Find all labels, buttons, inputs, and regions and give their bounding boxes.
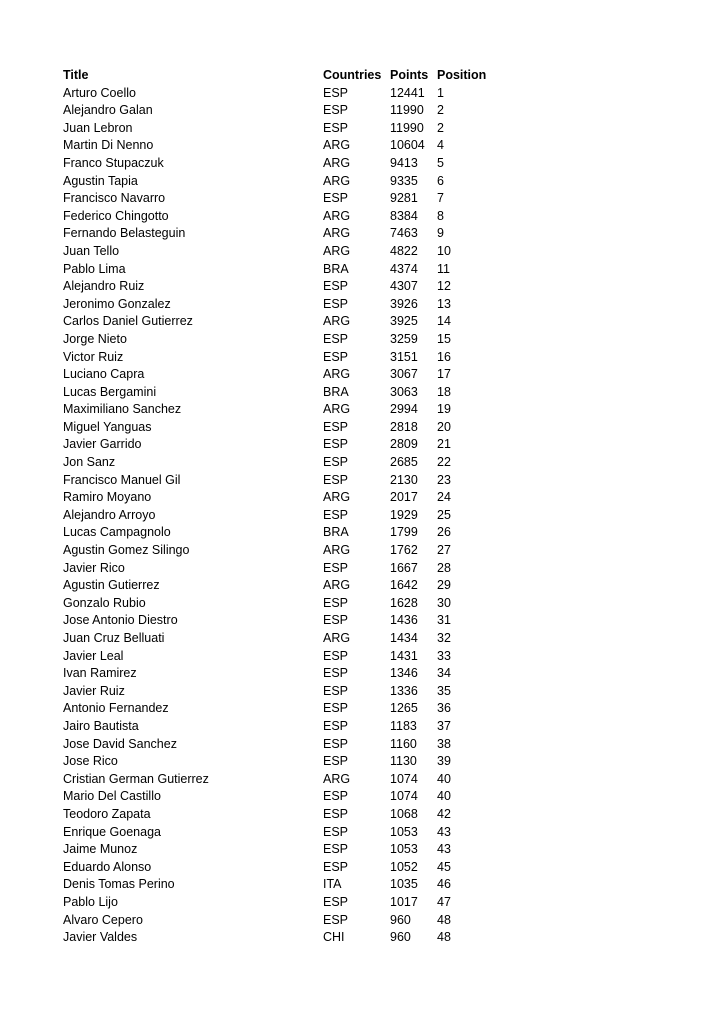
cell-country: ESP bbox=[323, 666, 349, 681]
cell-title: Mario Del Castillo bbox=[63, 789, 161, 804]
cell-position: 21 bbox=[437, 437, 451, 452]
cell-points: 9335 bbox=[390, 173, 418, 188]
cell-title: Javier Rico bbox=[63, 560, 125, 575]
cell-position: 25 bbox=[437, 507, 451, 522]
cell-title: Javier Valdes bbox=[63, 930, 138, 945]
cell-points: 1799 bbox=[390, 525, 418, 540]
cell-points: 4374 bbox=[390, 261, 418, 276]
cell-points: 11990 bbox=[390, 103, 424, 118]
table-row bbox=[63, 648, 513, 666]
table-row bbox=[63, 824, 513, 842]
cell-points: 1074 bbox=[390, 771, 418, 786]
cell-country: ARG bbox=[323, 771, 351, 786]
cell-title: Arturo Coello bbox=[63, 85, 136, 100]
cell-points: 3926 bbox=[390, 296, 418, 311]
cell-points: 1265 bbox=[390, 701, 418, 716]
table-row bbox=[63, 700, 513, 718]
cell-title: Gonzalo Rubio bbox=[63, 595, 146, 610]
cell-position: 26 bbox=[437, 525, 451, 540]
cell-position: 37 bbox=[437, 718, 451, 733]
cell-country: ARG bbox=[323, 402, 351, 417]
cell-country: ESP bbox=[323, 894, 349, 909]
table-row bbox=[63, 243, 513, 261]
table-row bbox=[63, 349, 513, 367]
table-row bbox=[63, 859, 513, 877]
cell-country: ESP bbox=[323, 701, 349, 716]
cell-points: 2130 bbox=[390, 472, 418, 487]
table-row bbox=[63, 155, 513, 173]
cell-position: 39 bbox=[437, 754, 451, 769]
cell-country: ESP bbox=[323, 683, 349, 698]
cell-position: 10 bbox=[437, 243, 451, 258]
cell-title: Javier Leal bbox=[63, 648, 124, 663]
cell-position: 12 bbox=[437, 279, 451, 294]
cell-title: Agustin Gutierrez bbox=[63, 578, 160, 593]
cell-points: 3067 bbox=[390, 367, 418, 382]
cell-title: Juan Tello bbox=[63, 243, 120, 258]
cell-country: ESP bbox=[323, 296, 349, 311]
cell-country: ARG bbox=[323, 226, 351, 241]
table-row bbox=[63, 665, 513, 683]
cell-title: Agustin Tapia bbox=[63, 173, 138, 188]
cell-country: ARG bbox=[323, 578, 351, 593]
cell-position: 18 bbox=[437, 384, 451, 399]
cell-position: 48 bbox=[437, 930, 451, 945]
cell-title: Victor Ruiz bbox=[63, 349, 124, 364]
cell-country: ITA bbox=[323, 877, 342, 892]
cell-position: 45 bbox=[437, 859, 451, 874]
cell-position: 40 bbox=[437, 771, 451, 786]
cell-title: Jorge Nieto bbox=[63, 331, 127, 346]
cell-title: Juan Cruz Belluati bbox=[63, 631, 165, 645]
cell-points: 1035 bbox=[390, 877, 418, 892]
cell-points: 1183 bbox=[390, 718, 417, 733]
cell-title: Pablo Lijo bbox=[63, 894, 118, 909]
cell-points: 4822 bbox=[390, 243, 418, 258]
cell-points: 2809 bbox=[390, 437, 418, 452]
column-header-position: Position bbox=[437, 68, 487, 82]
table-row bbox=[63, 384, 513, 402]
cell-position: 17 bbox=[437, 367, 451, 382]
cell-points: 1017 bbox=[390, 894, 418, 909]
cell-title: Javier Garrido bbox=[63, 437, 142, 452]
cell-position: 2 bbox=[437, 120, 444, 135]
cell-title: Jaime Munoz bbox=[63, 842, 138, 857]
column-header-title: Title bbox=[63, 68, 89, 82]
cell-title: Federico Chingotto bbox=[63, 208, 169, 223]
cell-position: 16 bbox=[437, 349, 451, 364]
table-body bbox=[63, 85, 513, 947]
cell-points: 2017 bbox=[390, 490, 418, 505]
cell-title: Denis Tomas Perino bbox=[63, 877, 175, 892]
cell-country: ARG bbox=[323, 490, 351, 505]
cell-country: ESP bbox=[323, 912, 349, 927]
cell-points: 1336 bbox=[390, 683, 418, 698]
cell-title: Franco Stupaczuk bbox=[63, 155, 164, 170]
table-row bbox=[63, 85, 513, 103]
cell-position: 40 bbox=[437, 789, 451, 804]
cell-points: 1667 bbox=[390, 560, 418, 575]
cell-title: Ramiro Moyano bbox=[63, 490, 152, 505]
cell-position: 5 bbox=[437, 155, 444, 170]
cell-points: 1068 bbox=[390, 806, 418, 821]
cell-position: 29 bbox=[437, 578, 451, 593]
cell-points: 8384 bbox=[390, 208, 418, 223]
table-row bbox=[63, 401, 513, 419]
table-row bbox=[63, 876, 513, 894]
cell-country: BRA bbox=[323, 261, 349, 276]
column-header-country: Countries bbox=[323, 68, 382, 82]
table-row bbox=[63, 753, 513, 771]
cell-title: Agustin Gomez Silingo bbox=[63, 543, 190, 558]
table-row bbox=[63, 102, 513, 120]
cell-position: 48 bbox=[437, 912, 451, 927]
cell-country: BRA bbox=[323, 384, 349, 399]
cell-country: ESP bbox=[323, 85, 349, 100]
cell-position: 19 bbox=[437, 402, 451, 417]
table-row bbox=[63, 436, 513, 454]
cell-position: 46 bbox=[437, 877, 451, 892]
table-row bbox=[63, 806, 513, 824]
cell-position: 23 bbox=[437, 472, 451, 487]
table-row bbox=[63, 524, 513, 542]
cell-position: 30 bbox=[437, 595, 451, 610]
ranking-sheet bbox=[63, 67, 513, 947]
table-row bbox=[63, 929, 513, 947]
table-row bbox=[63, 771, 513, 789]
cell-position: 31 bbox=[437, 613, 451, 628]
cell-country: ARG bbox=[323, 208, 351, 223]
table-row bbox=[63, 489, 513, 507]
cell-position: 6 bbox=[437, 173, 444, 188]
cell-points: 11990 bbox=[390, 120, 424, 135]
cell-title: Eduardo Alonso bbox=[63, 859, 152, 874]
cell-country: ESP bbox=[323, 736, 349, 751]
cell-points: 3925 bbox=[390, 314, 418, 329]
cell-country: ESP bbox=[323, 560, 349, 575]
cell-points: 1628 bbox=[390, 595, 418, 610]
cell-country: ARG bbox=[323, 138, 351, 153]
table-row bbox=[63, 137, 513, 155]
cell-country: ESP bbox=[323, 349, 349, 364]
cell-country: ESP bbox=[323, 859, 349, 874]
cell-position: 43 bbox=[437, 842, 451, 857]
table-row bbox=[63, 788, 513, 806]
cell-position: 20 bbox=[437, 419, 451, 434]
cell-points: 1431 bbox=[390, 648, 418, 663]
cell-country: ESP bbox=[323, 419, 349, 434]
cell-country: ARG bbox=[323, 314, 351, 329]
cell-title: Jose Antonio Diestro bbox=[63, 613, 178, 628]
cell-title: Ivan Ramirez bbox=[63, 666, 137, 681]
cell-title: Maximiliano Sanchez bbox=[63, 402, 182, 417]
cell-position: 7 bbox=[437, 191, 444, 206]
cell-position: 43 bbox=[437, 824, 451, 839]
table-row bbox=[63, 894, 513, 912]
cell-position: 9 bbox=[437, 226, 444, 241]
cell-title: Jeronimo Gonzalez bbox=[63, 296, 171, 311]
cell-position: 14 bbox=[437, 314, 451, 329]
cell-country: ARG bbox=[323, 155, 351, 170]
cell-country: ESP bbox=[323, 472, 349, 487]
cell-country: ESP bbox=[323, 120, 349, 135]
cell-title: Cristian German Gutierrez bbox=[63, 771, 209, 786]
cell-country: ESP bbox=[323, 648, 349, 663]
cell-points: 1053 bbox=[390, 842, 418, 857]
cell-points: 7463 bbox=[390, 226, 418, 241]
cell-points: 3259 bbox=[390, 331, 418, 346]
cell-country: ESP bbox=[323, 613, 349, 628]
cell-points: 9281 bbox=[390, 191, 418, 206]
cell-points: 1929 bbox=[390, 507, 418, 522]
cell-position: 11 bbox=[437, 261, 450, 276]
cell-points: 1160 bbox=[390, 736, 417, 751]
cell-country: ESP bbox=[323, 754, 349, 769]
cell-country: ESP bbox=[323, 842, 349, 857]
cell-country: ARG bbox=[323, 243, 351, 258]
table-row bbox=[63, 331, 513, 349]
table-row bbox=[63, 296, 513, 314]
cell-title: Alejandro Arroyo bbox=[63, 507, 156, 522]
cell-points: 960 bbox=[390, 912, 411, 927]
table-header bbox=[63, 67, 513, 85]
table-row bbox=[63, 120, 513, 138]
table-row bbox=[63, 419, 513, 437]
cell-title: Luciano Capra bbox=[63, 367, 145, 382]
cell-country: ARG bbox=[323, 173, 351, 188]
cell-country: ESP bbox=[323, 191, 349, 206]
table-row bbox=[63, 612, 513, 630]
cell-title: Lucas Campagnolo bbox=[63, 525, 171, 540]
cell-country: ESP bbox=[323, 595, 349, 610]
cell-points: 3151 bbox=[390, 349, 418, 364]
cell-points: 1074 bbox=[390, 789, 418, 804]
cell-title: Alejandro Galan bbox=[63, 103, 153, 118]
cell-title: Francisco Navarro bbox=[63, 191, 166, 206]
cell-title: Lucas Bergamini bbox=[63, 384, 157, 399]
cell-title: Teodoro Zapata bbox=[63, 806, 151, 821]
cell-points: 1346 bbox=[390, 666, 418, 681]
cell-position: 47 bbox=[437, 894, 451, 909]
cell-country: ESP bbox=[323, 507, 349, 522]
cell-country: ESP bbox=[323, 806, 349, 821]
cell-position: 13 bbox=[437, 296, 451, 311]
cell-points: 9413 bbox=[390, 155, 418, 170]
table-row bbox=[63, 507, 513, 525]
cell-points: 1642 bbox=[390, 578, 418, 593]
table-row bbox=[63, 278, 513, 296]
cell-position: 42 bbox=[437, 806, 451, 821]
table-row bbox=[63, 542, 513, 560]
cell-title: Fernando Belasteguin bbox=[63, 226, 186, 241]
cell-title: Jon Sanz bbox=[63, 455, 116, 470]
ranking-table bbox=[63, 67, 513, 947]
cell-points: 3063 bbox=[390, 384, 418, 399]
cell-points: 1434 bbox=[390, 631, 418, 645]
cell-position: 27 bbox=[437, 543, 451, 558]
cell-country: ARG bbox=[323, 367, 351, 382]
cell-title: Javier Ruiz bbox=[63, 683, 125, 698]
cell-country: BRA bbox=[323, 525, 349, 540]
table-row bbox=[63, 208, 513, 226]
cell-country: ESP bbox=[323, 331, 349, 346]
cell-points: 1130 bbox=[390, 754, 417, 769]
table-row bbox=[63, 560, 513, 578]
cell-title: Francisco Manuel Gil bbox=[63, 472, 181, 487]
cell-country: ESP bbox=[323, 824, 349, 839]
table-row bbox=[63, 595, 513, 613]
cell-position: 28 bbox=[437, 560, 451, 575]
cell-title: Jose Rico bbox=[63, 754, 118, 769]
cell-title: Alvaro Cepero bbox=[63, 912, 143, 927]
cell-points: 1436 bbox=[390, 613, 418, 628]
cell-position: 1 bbox=[437, 85, 444, 100]
cell-title: Juan Lebron bbox=[63, 120, 133, 135]
cell-country: ESP bbox=[323, 279, 349, 294]
cell-points: 1052 bbox=[390, 859, 418, 874]
cell-position: 38 bbox=[437, 736, 451, 751]
table-row bbox=[63, 912, 513, 930]
cell-title: Jose David Sanchez bbox=[63, 736, 177, 751]
cell-title: Alejandro Ruiz bbox=[63, 279, 145, 294]
cell-points: 4307 bbox=[390, 279, 418, 294]
table-row bbox=[63, 841, 513, 859]
cell-position: 22 bbox=[437, 455, 451, 470]
table-row bbox=[63, 190, 513, 208]
cell-points: 12441 bbox=[390, 85, 425, 100]
table-row bbox=[63, 718, 513, 736]
cell-position: 4 bbox=[437, 138, 444, 153]
cell-points: 2994 bbox=[390, 402, 418, 417]
table-row bbox=[63, 472, 513, 490]
cell-country: CHI bbox=[323, 930, 345, 945]
cell-position: 2 bbox=[437, 103, 444, 118]
cell-position: 15 bbox=[437, 331, 451, 346]
cell-country: ARG bbox=[323, 543, 351, 558]
cell-title: Pablo Lima bbox=[63, 261, 126, 276]
cell-title: Enrique Goenaga bbox=[63, 824, 161, 839]
cell-country: ARG bbox=[323, 631, 351, 645]
cell-position: 35 bbox=[437, 683, 451, 698]
cell-country: ESP bbox=[323, 718, 349, 733]
cell-position: 8 bbox=[437, 208, 444, 223]
table-row bbox=[63, 630, 513, 648]
cell-title: Carlos Daniel Gutierrez bbox=[63, 314, 193, 329]
cell-position: 34 bbox=[437, 666, 451, 681]
cell-country: ESP bbox=[323, 789, 349, 804]
header-row bbox=[63, 67, 513, 85]
cell-title: Miguel Yanguas bbox=[63, 419, 152, 434]
cell-points: 1762 bbox=[390, 543, 418, 558]
table-row bbox=[63, 225, 513, 243]
table-row bbox=[63, 313, 513, 331]
cell-title: Jairo Bautista bbox=[63, 718, 139, 733]
cell-country: ESP bbox=[323, 455, 349, 470]
table-row bbox=[63, 454, 513, 472]
cell-points: 960 bbox=[390, 930, 411, 945]
cell-points: 1053 bbox=[390, 824, 418, 839]
cell-points: 10604 bbox=[390, 138, 425, 153]
cell-points: 2685 bbox=[390, 455, 418, 470]
cell-country: ESP bbox=[323, 437, 349, 452]
table-row bbox=[63, 683, 513, 701]
column-header-points: Points bbox=[390, 68, 429, 82]
table-row bbox=[63, 173, 513, 191]
table-row bbox=[63, 736, 513, 754]
table-row bbox=[63, 261, 513, 279]
cell-points: 2818 bbox=[390, 419, 418, 434]
table-row bbox=[63, 577, 513, 595]
cell-position: 36 bbox=[437, 701, 451, 716]
cell-position: 24 bbox=[437, 490, 451, 505]
cell-position: 32 bbox=[437, 631, 451, 645]
cell-title: Antonio Fernandez bbox=[63, 701, 169, 716]
cell-position: 33 bbox=[437, 648, 451, 663]
cell-country: ESP bbox=[323, 103, 349, 118]
cell-title: Martin Di Nenno bbox=[63, 138, 154, 153]
table-row bbox=[63, 366, 513, 384]
